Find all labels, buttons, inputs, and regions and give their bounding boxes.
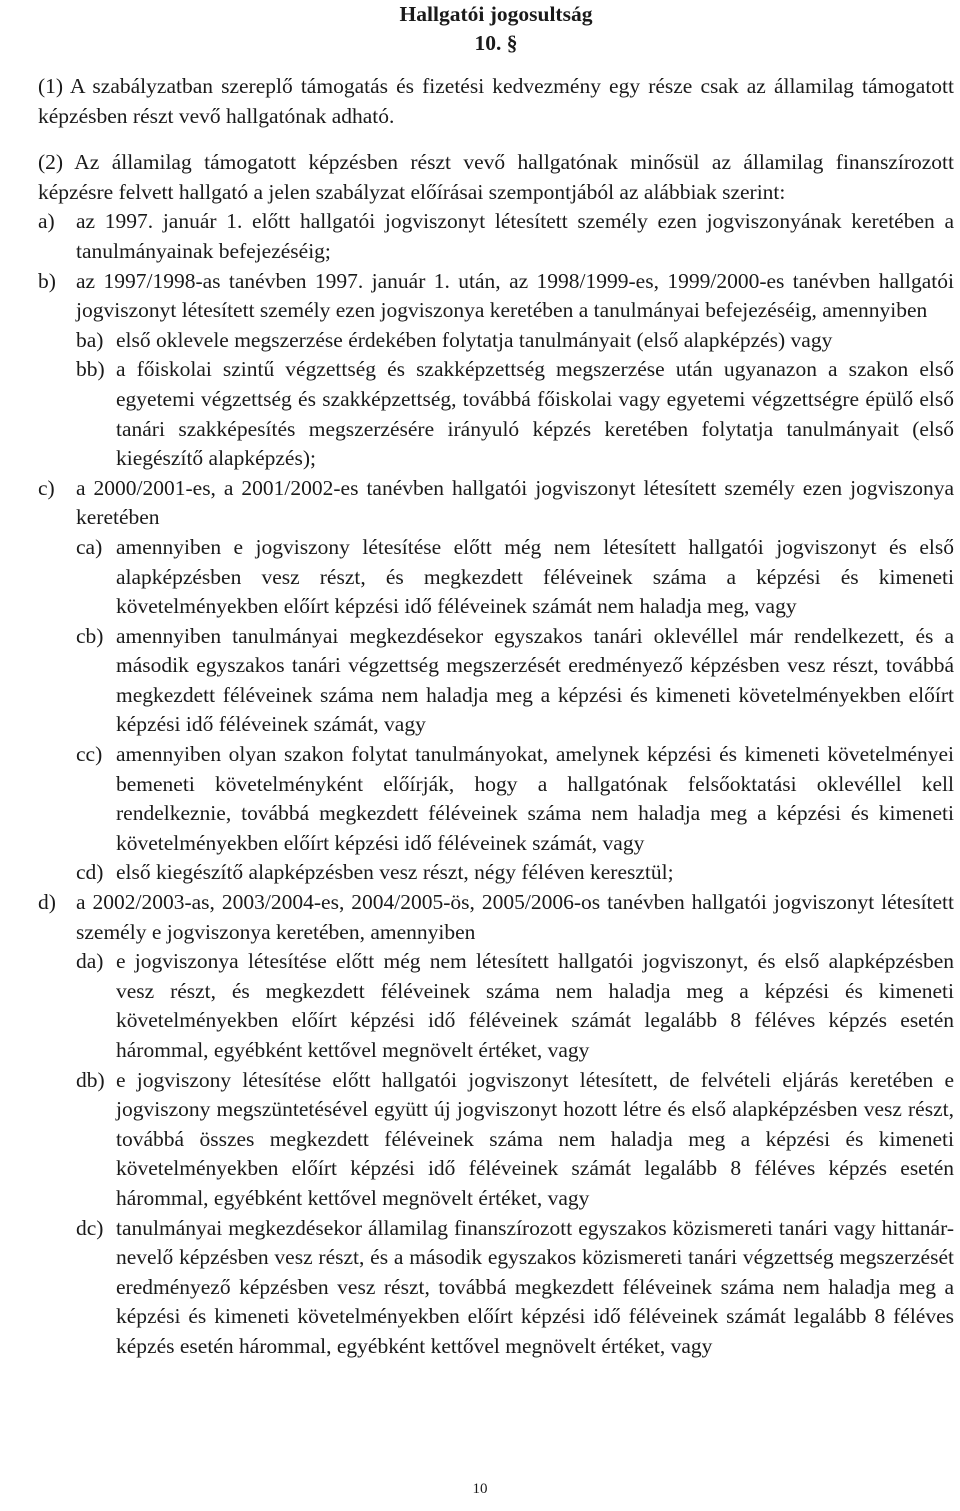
sub-text: a főiskolai szintű végzettség és szakképzettség megszerzése után ugyanazon a szakon első egyetemi végzettség és szakképzettség, továbbá főiskolai vagy egyetemi végzettségre épülő első tanári szakképesítés megszerzésére irányuló képzés keretében folytatja tanulmányait (első kiegészítő alapképzés); bbox=[116, 357, 954, 471]
list-label: d) bbox=[38, 890, 56, 915]
sub-label: cd) bbox=[76, 860, 104, 885]
sub-text: amennyiben tanulmányai megkezdésekor egyszakos tanári oklevéllel már rendelkezett, és a második egyszakos tanári végzettség megszerzését eredményező képzésben vesz részt, továbbá megkezdett féléveinek száma nem haladja meg a képzési és kimeneti követelményekben előírt képzési idő féléveinek számát, vagy bbox=[116, 623, 954, 737]
section-heading: Hallgatói jogosultság bbox=[399, 2, 593, 26]
list-label: c) bbox=[38, 475, 55, 500]
sub-item-db bbox=[76, 1066, 954, 1214]
sub-item-bb bbox=[76, 355, 954, 473]
sub-label: cb) bbox=[76, 623, 104, 648]
sub-text: amennyiben e jogviszony létesítése előtt még nem létesített hallgatói jogviszonyt és első alapképzésben vesz részt, és megkezdett féléveinek száma a képzési és kimeneti követelményekben előírt képzési idő féléveinek számát nem haladja meg, vagy bbox=[116, 534, 954, 619]
list-item-a bbox=[38, 207, 954, 266]
sub-item-cb bbox=[76, 622, 954, 740]
sub-label: da) bbox=[76, 949, 104, 974]
sub-item-dc bbox=[76, 1214, 954, 1362]
sub-text: e jogviszonya létesítése előtt még nem létesített hallgatói jogviszonyt, és első alapképzésben vesz részt, és megkezdett féléveinek száma nem haladja meg a képzési és kimeneti követelményekben előírt képzési idő féléveinek számát legalább 8 féléves képzés esetén hárommal, egyébként kettővel megnövelt értéket, vagy bbox=[116, 949, 954, 1062]
list-text: az 1997/1998-as tanévben 1997. január 1. után, az 1998/1999-es, 1999/2000-es tanévben hallgatói jogviszonyt létesített személy ezen jogviszonya keretében a tanulmányai befejezéséig, amennyiben bbox=[76, 268, 954, 323]
paragraph-2: (2) Az államilag támogatott képzésben részt vevő hallgatónak minősül az államilag finanszírozott képzésre felvett hallgató a jelen szabályzat előírásai szempontjából az alábbiak szerint: bbox=[38, 150, 954, 204]
sub-item-cc bbox=[76, 740, 954, 858]
sub-label: ba) bbox=[76, 327, 104, 352]
sub-label: db) bbox=[76, 1067, 105, 1092]
list-text: a 2000/2001-es, a 2001/2002-es tanévben hallgatói jogviszonyt létesített személy ezen jogviszonya keretében bbox=[76, 475, 954, 530]
list-item-d bbox=[38, 888, 954, 947]
sub-text: tanulmányai megkezdésekor államilag finanszírozott egyszakos közismereti tanári vagy hittanár-nevelő képzésben vesz részt, és a második egyszakos közismereti tanári végzettség megszerzését eredményező képzésben vesz részt, továbbá megkezdett féléveinek száma nem haladja meg a képzési és kimeneti követelményekben előírt képzési idő féléveinek számát legalább 8 féléves képzés esetén hárommal, egyébként kettővel megnövelt értéket, vagy bbox=[116, 1215, 954, 1358]
list-item-c bbox=[38, 474, 954, 533]
sub-label: cc) bbox=[76, 742, 103, 767]
sub-label: ca) bbox=[76, 534, 103, 559]
section-title bbox=[38, 0, 954, 58]
list-text: az 1997. január 1. előtt hallgatói jogviszonyt létesített személy ezen jogviszonyának keretében a tanulmányainak befejezéséig; bbox=[76, 209, 954, 263]
sub-text: e jogviszony létesítése előtt hallgatói jogviszonyt létesített, de felvételi eljárás keretében e jogviszony megszüntetésével együtt új jogviszonyt hozott létre és első alapképzésben vesz részt, továbbá összes megkezdett féléveinek száma nem haladja meg a képzési és kimeneti követelményekben előírt képzési idő féléveinek számát legalább 8 féléves képzés esetén hárommal, egyébként kettővel megnövelt értéket, vagy bbox=[116, 1067, 954, 1210]
sub-item-ca bbox=[76, 533, 954, 622]
sub-label: dc) bbox=[76, 1215, 104, 1240]
sub-text: első kiegészítő alapképzésben vesz részt, négy féléven keresztül; bbox=[116, 860, 674, 885]
sub-text: első oklevele megszerzése érdekében folytatja tanulmányait (első alapképzés) vagy bbox=[116, 327, 833, 352]
section-number: 10. § bbox=[474, 31, 518, 55]
sub-text: amennyiben olyan szakon folytat tanulmányokat, amelynek képzési és kimeneti követelményei bemeneti követelményként előírják, hogy a hallgatónak felsőoktatási oklevéllel kell rendelkeznie, továbbá megkezdett féléveinek száma nem haladja meg a képzési és kimeneti követelményekben előírt képzési idő féléveinek számát, vagy bbox=[116, 742, 954, 855]
sub-item-cd bbox=[76, 858, 954, 888]
list-item-b bbox=[38, 267, 954, 326]
sub-item-ba bbox=[76, 326, 954, 356]
sub-item-da bbox=[76, 947, 954, 1065]
list-text: a 2002/2003-as, 2003/2004-es, 2004/2005-ös, 2005/2006-os tanévben hallgatói jogviszonyt létesített személy e jogviszonya keretében, amennyiben bbox=[76, 890, 954, 944]
page-number: 10 bbox=[472, 1481, 488, 1497]
list-label: a) bbox=[38, 209, 55, 234]
paragraph-1: (1) A szabályzatban szereplő támogatás és fizetési kedvezmény egy része csak az államilag támogatott képzésben részt vevő hallgatónak adható. bbox=[38, 74, 954, 128]
sub-label: bb) bbox=[76, 357, 105, 382]
document-page bbox=[38, 0, 954, 1362]
list-label: b) bbox=[38, 268, 56, 293]
